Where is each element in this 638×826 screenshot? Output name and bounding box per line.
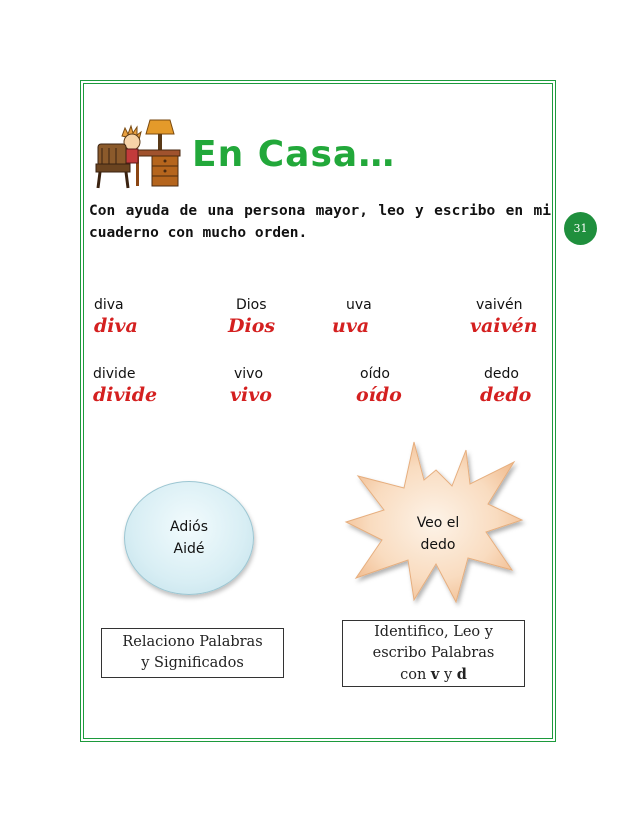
circle-line: Adiós: [170, 519, 208, 535]
word-print: Dios: [236, 297, 267, 313]
circle-line: Aidé: [173, 541, 205, 557]
word-print: divide: [93, 366, 136, 382]
word-print: dedo: [484, 366, 519, 382]
instruction-text: Con ayuda de una persona mayor, leo y escribo en mi cuaderno con mucho orden.: [89, 203, 551, 241]
identifico-label-box: [342, 620, 525, 687]
word-pair: [93, 366, 157, 406]
box-text: con: [400, 666, 431, 683]
page-title: En Casa…: [192, 134, 396, 175]
letter-d: d: [456, 665, 467, 683]
word-print: uva: [346, 297, 372, 313]
word-pair: [230, 366, 272, 406]
word-pair: [94, 297, 138, 337]
word-pair: [332, 297, 372, 337]
word-cursive: vaivén: [470, 315, 538, 337]
word-cursive: dedo: [480, 384, 532, 406]
word-pair: [228, 297, 275, 337]
word-cursive: vivo: [230, 384, 272, 406]
box-line: Identifico, Leo y: [374, 623, 493, 640]
word-cursive: uva: [332, 315, 370, 337]
letter-v: v: [430, 665, 440, 683]
circle-bubble: [124, 481, 254, 595]
page-number-badge: 31: [564, 212, 597, 245]
boy-at-desk-illustration: [92, 116, 182, 190]
relaciono-label-box: [101, 628, 284, 678]
starburst-text: [386, 512, 490, 556]
box-text: y: [439, 666, 457, 683]
word-cursive: divide: [93, 384, 158, 406]
word-print: oído: [360, 366, 390, 382]
word-print: vivo: [234, 366, 264, 382]
starburst-line: Veo el: [416, 515, 460, 531]
word-pair: [356, 366, 402, 406]
box-line: y Significados: [141, 655, 244, 671]
word-cursive: diva: [94, 315, 138, 337]
starburst-line: dedo: [420, 537, 456, 553]
word-pair: [480, 366, 531, 406]
word-pair: [470, 297, 538, 337]
box-line: [343, 664, 524, 686]
word-cursive: Dios: [228, 315, 276, 337]
box-line: escribo Palabras: [372, 644, 495, 661]
word-cursive: oído: [356, 384, 402, 406]
box-line: Relaciono Palabras: [122, 634, 263, 650]
word-print: vaivén: [476, 297, 523, 313]
word-print: diva: [94, 297, 124, 313]
